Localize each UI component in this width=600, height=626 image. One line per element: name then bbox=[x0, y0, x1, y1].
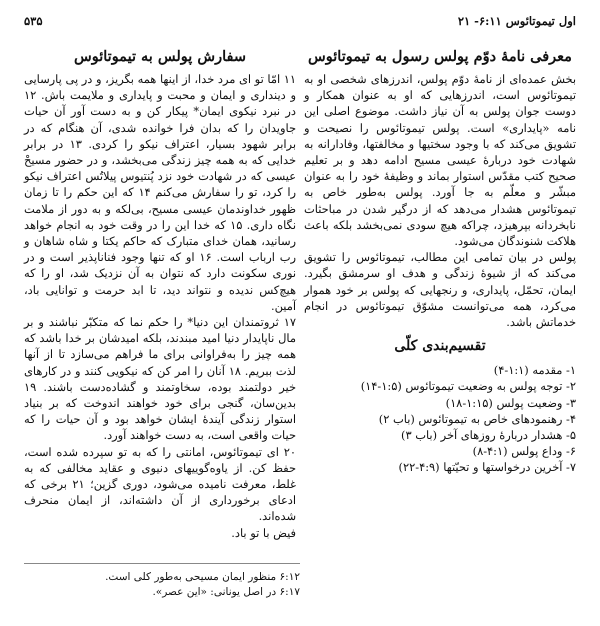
two-column-body bbox=[24, 48, 576, 541]
scripture-column bbox=[24, 48, 296, 541]
scripture-paragraph: ۱۷ ثروتمندان این دنیا* را حکم نما که متکبّر نباشند و بر مال ناپایدار دنیا امید مبندند، بلکه امیدشان بر خدا باشد که همه چیز را به‌فراوانی برای ما فراهم می‌سازد تا از آنها لذت ببریم. ۱۸ آنان را امر کن که نیکویی کنند و در کارهای خیر دولتمند بوده، سخاوتمند و گشاده‌دست باشند. ۱۹ بدین‌سان، گنجی برای خود خواهند اندوخت که بر بنیاد استوار زندگی آیندهٔ ایشان خواهد بود و آن حیات را که حیات واقعی است، به دست خواهند آورد. bbox=[24, 315, 296, 443]
footnote: ۶:۱۲ منظور ایمان مسیحی به‌طور کلی است. bbox=[105, 571, 300, 583]
outline-item: ۳- وضعیت پولس (۱:۱۵-۱۸) bbox=[445, 395, 576, 410]
outline-item: ۷- آخرین درخواستها و تحیّتها (۴:۹-۲۲) bbox=[398, 460, 576, 475]
intro-paragraph: پولس در بیان تمامی این مطالب، تیموتائوس را تشویق می‌کند که از شیوهٔ زندگی و هدف او سرمشق بگیرد. ایمان، تحمّل، پایداری، و رنجهایی که پولس بر خود هموار می‌کرد، همه می‌توانست مشوّق تیموتائوس در انجام خدماتش باشد. bbox=[304, 250, 576, 330]
scripture-paragraph: ۱۱ امّا تو ای مرد خدا، از اینها همه بگریز، و در پی پارسایی و دینداری و ایمان و محبت و پایداری و ملایمت باش. ۱۲ در نبرد نیکوی ایمان* پیکار کن و به دست آور آن حیات جاویدان را که بدان فرا خوانده شدی، آن هنگام که در برابر شهود بسیار، اعتراف نیکو را کردی. ۱۳ در برابر خدایی که به همه چیز زندگی می‌بخشد، و در حضور مسیحْ عیسی که در شهادت خود نزد پُنتیوس پیلاتُس اعتراف نیکو را کرد، تو را سفارش می‌کنم ۱۴ که این حکم را تا زمان ظهور خداوندمان عیسی مسیح، بی‌لکه و به دور از ملامت نگاه داری. ۱۵ که خدا این را در وقت خود به انجام خواهد رسانید، همان خدای متبارک که حاکم یکتا و شاه شاهان و رب ارباب است. ۱۶ او که تنها وجود فناناپذیر است و در نوری سکونت دارد که نتوان به آن نزدیک شد، او را که هیچ‌کس ندیده و نتواند دید، تا ابد حرمت و توانایی باد، آمین. bbox=[24, 72, 297, 313]
outline-item: ۶- وداع پولس (۴:۱-۸) bbox=[472, 444, 576, 459]
outline-list bbox=[304, 362, 576, 475]
outline-item: ۲- توجه پولس به وضعیت تیموتائوس (۱:۵-۱۴) bbox=[360, 379, 576, 394]
section-title: سفارش پولس به تیموتائوس bbox=[74, 48, 246, 65]
intro-paragraph: بخش عمده‌ای از نامهٔ دوّم پولس، اندرزهای شخصی او به تیموتائوس است، اندرزهایی که او به عنوان همکار و دوست جوان پولس به آن نیاز داشت. موضوع اصلی این نامه «پایداری» است. پولس تیموتائوس را نصیحت و تشویق می‌کند که با وجود سختیها و مخالفتها، وفادارانه به شهادت خود دربارهٔ عیسی مسیح ادامه دهد و بر تعلیم صحیح کتب مقدّس استوار بماند و وظیفهٔ خود را به عنوان مبشّر و معلّم به جا آورد. پولس به‌طور خاص به تیموتائوس هشدار می‌دهد که از درگیر شدن در مباحثات نابخردانه بپرهیزد، چراکه هیچ سودی نمی‌بخشد بلکه باعث هلاکت شنوندگان می‌شود. bbox=[304, 72, 576, 249]
outline-item: ۴- رهنمودهای خاص به تیموتائوس (باب ۲) bbox=[378, 411, 576, 426]
outline-title: تقسیم‌بندی کلّی bbox=[394, 338, 486, 355]
running-head-reference: اول تیموتائوس ۶:۱۱- ۲۱ bbox=[457, 14, 576, 28]
footnotes bbox=[24, 570, 300, 600]
footnote: ۶:۱۷ در اصل یونانی: «این عصر». bbox=[152, 586, 300, 598]
footnote-divider bbox=[24, 563, 300, 564]
scripture-paragraph: فیض با تو باد. bbox=[231, 525, 296, 540]
outline-item: ۱- مقدمه (۱:۱-۴) bbox=[493, 363, 576, 378]
scripture-paragraph: ۲۰ ای تیموتائوس، امانتی را که به تو سپرده شده است، حفظ کن. از یاوه‌گوییهای دنیوی و عقاید مخالفی که به غلط، معرفت نامیده می‌شود، دوری گزین؛ ۲۱ برخی که ادعای برخورداری از آن داشته‌اند، از ایمان منحرف شده‌اند. bbox=[24, 444, 297, 524]
page-number: ۵۳۵ bbox=[24, 14, 43, 28]
intro-title: معرفی نامهٔ دوّم پولس رسول به تیموتائوس bbox=[308, 48, 572, 65]
outline-item: ۵- هشدار دربارهٔ روزهای آخر (باب ۳) bbox=[401, 428, 576, 443]
intro-column bbox=[304, 48, 576, 541]
running-head bbox=[24, 10, 576, 32]
